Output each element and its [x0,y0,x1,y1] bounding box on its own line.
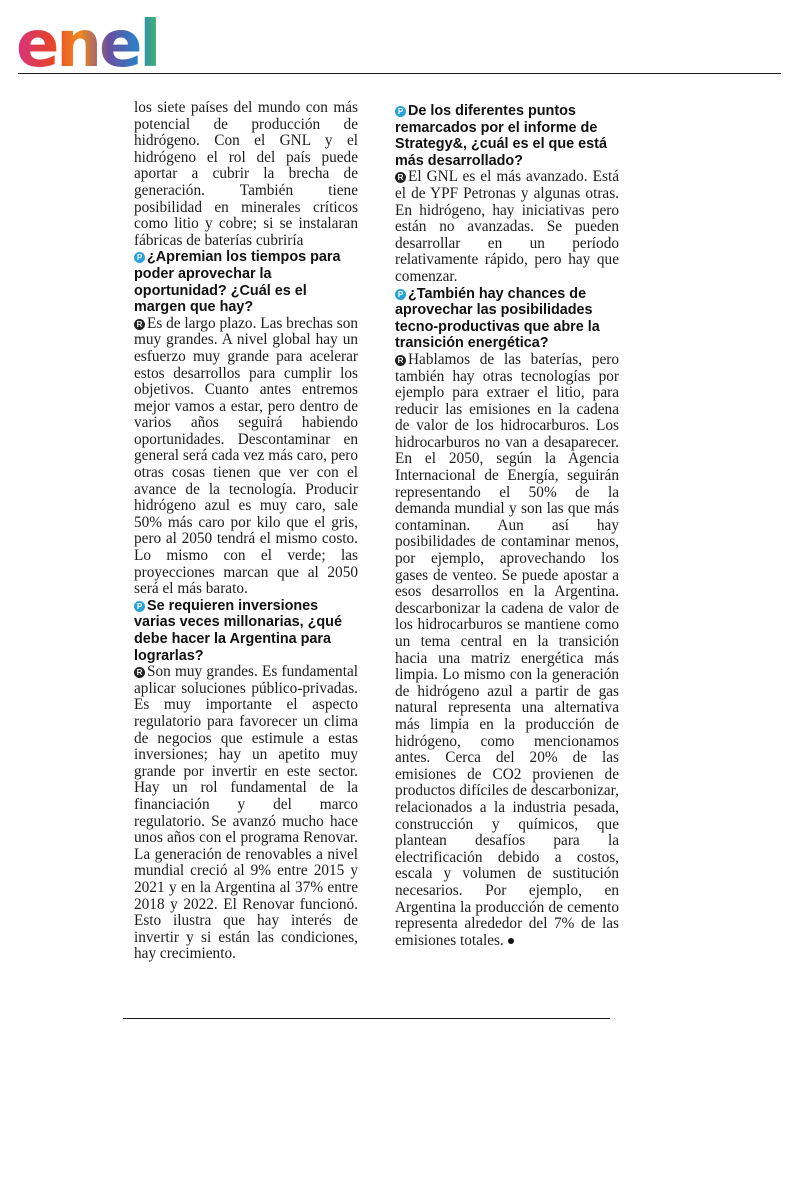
question-badge-icon: P [134,601,145,612]
answer-2: R Son muy grandes. Es fundamental aplicar soluciones público-privadas. Es muy importante el aspecto regulatorio para favorecer un clima de negocios que estimule a estas inversiones; hay un apetito muy grande por invertir en este sector. Hay un rol fundamental de la financiación y del marco regulatorio. Se avanzó mucho hace unos años con el programa Renovar. La generación de renovables a nivel mundial creció al 9% entre 2015 y 2021 y en la Argentina al 37% entre 2018 y 2022. El Renovar funcionó. Esto ilustra que hay interés de invertir y si están las condiciones, hay crecimiento. [134,663,358,963]
question-badge-icon: P [395,289,406,300]
question-badge-icon: P [134,252,145,263]
question-4: P ¿También hay chances de aprovechar las posibilidades tecno-productivas que abre la transición energética? [395,285,600,352]
right-column [395,100,619,949]
answer-badge-icon: R [395,355,406,366]
question-badge-icon: P [395,106,406,117]
answer-4: R Hablamos de las baterías, pero también hay otras tecnologías por ejemplo para extraer el litio, para reducir las emisiones en la cadena de valor de los hidrocarburos. Los hidrocarburos no van a desaparecer. En el 2050, según la Agencia Internacional de Energía, seguirán representando el 50% de la demanda mundial y son las que más contaminan. Aun así hay posibilidades de contaminar menos, por ejemplo, aprovechando los gases de venteo. Se puede apostar a esos desarrollos en la Argentina. descarbonizar la cadena de valor de los hidrocarburos se mantiene como un tema central en la transición hacia una matriz energética más limpia. Lo mismo con la generación de hidrógeno azul a partir de gas natural representa una alternativa más limpia en la producción de hidrógeno, como mencionamos antes. Cerca del 20% de las emisiones de CO2 provienen de productos difíciles de descarbonizar, relacionados a la industria pesada, construcción y químicos, que plantean desafíos para la electrificación debido a costos, escala y volumen de sustitución necesarios. Por ejemplo, en Argentina la producción de cemento representa alrededor del 7% de las emisiones totales. [395,350,619,949]
answer-badge-icon: R [134,319,145,330]
left-column [134,100,358,963]
answer-badge-icon: R [395,172,406,183]
answer-badge-icon: R [134,667,145,678]
footer-divider [123,1018,610,1019]
question-3: P De los diferentes puntos remarcados por el informe de Strategy&, ¿cuál es el que está más desarrollado? [395,103,607,169]
answer-3: R El GNL es el más avanzado. Está el de YPF Petronas y algunas otras. En hidrógeno, hay iniciativas pero están no avanzadas. Se pueden desarrollar en un período relativamente rápido, pero hay que comenzar. [395,168,619,285]
enel-logo-wordmark: enel [16,8,159,72]
header-divider [18,73,781,74]
enel-logo [14,8,184,72]
answer-1: R Es de largo plazo. Las brechas son muy grandes. A nivel global hay un esfuerzo muy grande para acelerar estos desarrollos para cumplir los objetivos. Cuanto antes entremos mejor vamos a estar, pero dentro de varios años seguirá habiendo oportunidades. Descontaminar en general será cada vez más caro, pero otras cosas tienen que ver con el avance de la tecnología. Producir hidrógeno azul es muy caro, sale 50% más caro por kilo que el gris, pero al 2050 tendrá el mismo costo. Lo mismo con el verde; las proyecciones marcan que al 2050 será el más barato. [134,314,358,598]
question-2: P Se requieren inversiones varias veces millonarias, ¿qué debe hacer la Argentina para lograrlas? [134,597,342,664]
question-1: P ¿Apremian los tiempos para poder aprovechar la oportunidad? ¿Cuál es el margen que hay? [134,249,341,316]
intro-paragraph: los siete países del mundo con más potencial de producción de hidrógeno. Con el GNL y el hidrógeno el rol del país puede aportar a cubrir la brecha de generación. También tiene posibilidad en minerales críticos como litio y cobre; si se instalaran fábricas de baterías cubriría [134,99,358,249]
article-end-icon [508,938,514,944]
